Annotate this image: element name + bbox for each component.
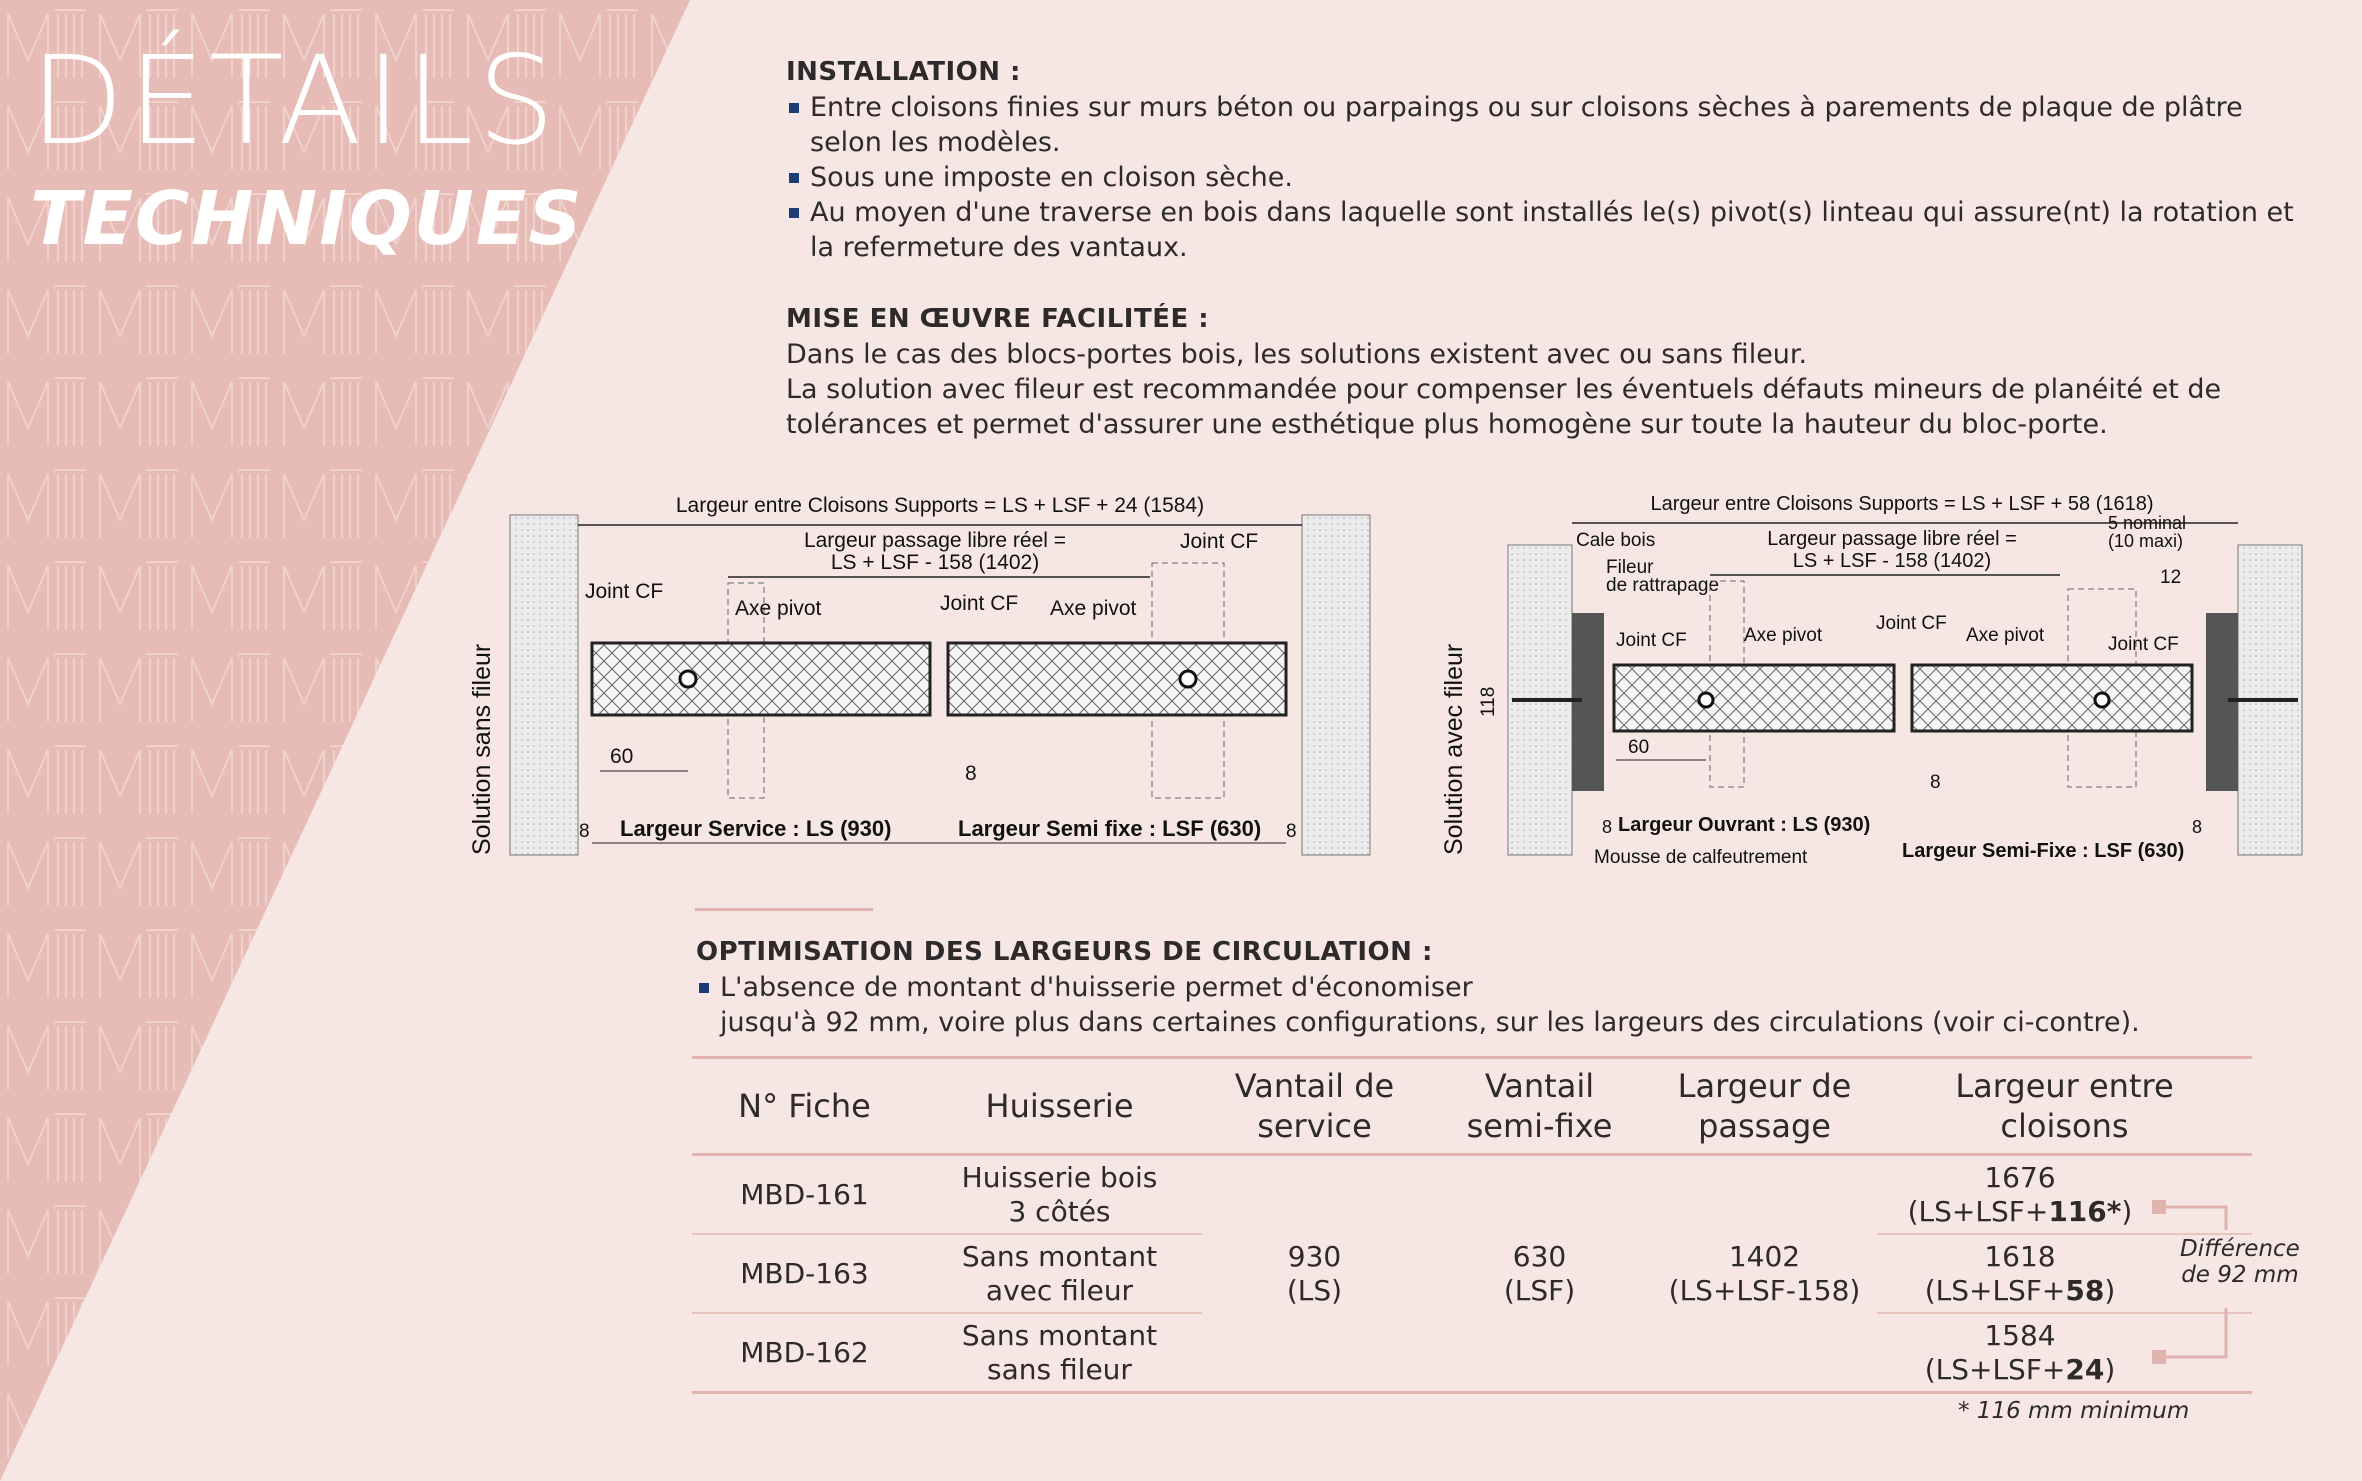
side-label: Solution sans fileur xyxy=(468,643,496,855)
page-title-line2: TECHNIQUES xyxy=(30,176,584,262)
axe-pivot-left: Axe pivot xyxy=(1744,625,1823,646)
cell-largeur-cloisons: 1584 (LS+LSF+24) xyxy=(1877,1313,2252,1393)
optimisation-line1: L'absence de montant d'huisserie permet d'économiser xyxy=(720,972,1473,1003)
table-header-row xyxy=(692,1058,2252,1155)
optimisation-line2: jusqu'à 92 mm, voire plus dans certaines configurations, sur les largeurs des circulations (voir ci-contre). xyxy=(720,1007,2140,1038)
passage-label-1: Largeur passage libre réel = xyxy=(803,529,1067,552)
list-item: Sous une imposte en cloison sèche. xyxy=(786,160,2296,195)
mousse-label: Mousse de calfeutrement xyxy=(1594,847,1808,868)
header-huisserie: Huisserie xyxy=(917,1058,1202,1155)
largeur-semi-fixe-label: Largeur Semi-Fixe : LSF (630) xyxy=(1902,840,2185,862)
mise-en-oeuvre-line: La solution avec fileur est recommandée pour compenser les éventuels défauts mineurs de planéité et de tolérances et permet d'assurer une esthétique plus homogène sur toute la hauteur du bloc-porte. xyxy=(786,374,2222,440)
installation-section xyxy=(786,55,2296,265)
mise-en-oeuvre-line: Dans le cas des blocs-portes bois, les solutions existent avec ou sans fileur. xyxy=(786,339,1808,370)
cell-huisserie: Sans montant sans fileur xyxy=(917,1313,1202,1393)
dim-12: 12 xyxy=(2160,567,2182,588)
cell-vantail-semi: 630 (LSF) xyxy=(1427,1155,1652,1393)
cell-largeur-cloisons: 1618 (LS+LSF+58) xyxy=(1877,1234,2252,1313)
installation-heading: INSTALLATION : xyxy=(786,57,1021,87)
joint-cf-left: Joint CF xyxy=(585,580,664,603)
optimisation-table xyxy=(692,1056,2252,1394)
list-item xyxy=(696,970,2256,1040)
cell-fiche: MBD-161 xyxy=(692,1155,917,1235)
side-label: Solution avec fileur xyxy=(1440,643,1468,855)
optimisation-heading: OPTIMISATION DES LARGEURS DE CIRCULATION : xyxy=(696,937,1433,967)
largeur-semi-fixe-label: Largeur Semi fixe : LSF (630) xyxy=(958,816,1262,841)
dim-60: 60 xyxy=(610,745,634,768)
joint-cf-mid: Joint CF xyxy=(940,592,1019,615)
mise-en-oeuvre-heading: MISE EN ŒUVRE FACILITÉE : xyxy=(786,304,1210,334)
axe-pivot-right: Axe pivot xyxy=(1966,625,2045,646)
section-divider xyxy=(695,908,873,911)
dim-8-mid: 8 xyxy=(1930,772,1941,793)
joint-cf-right: Joint CF xyxy=(1180,530,1259,553)
header-fiche: N° Fiche xyxy=(692,1058,917,1155)
nominal-2: (10 maxi) xyxy=(2108,531,2184,551)
table-row xyxy=(692,1155,2252,1235)
cell-huisserie: Sans montant avec fileur xyxy=(917,1234,1202,1313)
wall-left xyxy=(510,515,578,855)
diagram-avec-fileur xyxy=(1432,485,2312,870)
wall-right xyxy=(1302,515,1370,855)
axe-pivot-left: Axe pivot xyxy=(735,597,822,620)
passage-label-1: Largeur passage libre réel = xyxy=(1767,528,2017,550)
dim-60: 60 xyxy=(1628,737,1650,758)
optimisation-section xyxy=(696,935,2256,1040)
difference-note: Différence de 92 mm xyxy=(2180,1236,2300,1288)
dim-8-mid: 8 xyxy=(965,762,977,785)
dim-8-left: 8 xyxy=(579,821,590,842)
optimisation-list xyxy=(696,970,2256,1040)
cell-vantail-service: 930 (LS) xyxy=(1202,1155,1427,1393)
diagram-sans-fileur xyxy=(460,485,1380,870)
list-item: Au moyen d'une traverse en bois dans laquelle sont installés le(s) pivot(s) linteau qui assure(nt) la rotation et la refermeture des vantaux. xyxy=(786,195,2296,265)
cell-huisserie: Huisserie bois 3 côtés xyxy=(917,1155,1202,1235)
joint-cf-mid: Joint CF xyxy=(1876,613,1947,634)
header-largeur-passage: Largeur de passage xyxy=(1652,1058,1877,1155)
dim-8-right: 8 xyxy=(2192,817,2203,837)
joint-cf-left: Joint CF xyxy=(1616,630,1687,651)
cell-largeur-cloisons: 1676 (LS+LSF+116*) xyxy=(1877,1155,2252,1235)
header-largeur-cloisons: Largeur entre cloisons xyxy=(1877,1058,2252,1155)
door-leaf-ouvrant xyxy=(1614,665,1894,731)
passage-label-2: LS + LSF - 158 (1402) xyxy=(1792,550,1992,572)
dim-118: 118 xyxy=(1478,686,1499,717)
page-title-line1: DÉTAILS xyxy=(30,30,559,172)
dim-8-right: 8 xyxy=(1286,821,1297,842)
installation-list xyxy=(786,90,2296,265)
header-vantail-service: Vantail de service xyxy=(1202,1058,1427,1155)
door-leaf-semi-fixe xyxy=(1912,665,2192,731)
footnote: * 116 mm minimum xyxy=(1958,1398,2190,1424)
cell-passage: 1402 (LS+LSF-158) xyxy=(1652,1155,1877,1393)
cale-bois: Cale bois xyxy=(1576,530,1656,551)
door-leaf-service xyxy=(592,643,930,715)
list-item: Entre cloisons finies sur murs béton ou parpaings ou sur cloisons sèches à parements de plaque de plâtre selon les modèles. xyxy=(786,90,2296,160)
passage-label-2: LS + LSF - 158 (1402) xyxy=(830,551,1040,574)
axe-pivot-right: Axe pivot xyxy=(1050,597,1137,620)
mise-en-oeuvre-section xyxy=(786,302,2286,442)
cell-fiche: MBD-163 xyxy=(692,1234,917,1313)
top-dimension: Largeur entre Cloisons Supports = LS + LSF + 58 (1618) xyxy=(1650,493,2154,515)
largeur-service-label: Largeur Service : LS (930) xyxy=(620,816,892,841)
door-leaf-semi-fixe xyxy=(948,643,1286,715)
top-dimension: Largeur entre Cloisons Supports = LS + LSF + 24 (1584) xyxy=(675,494,1205,517)
fileur-label-1: Fileur xyxy=(1606,557,1654,578)
fileur-label-2: de rattrapage xyxy=(1606,575,1720,596)
header-vantail-semi-fixe: Vantail semi-fixe xyxy=(1427,1058,1652,1155)
joint-cf-right: Joint CF xyxy=(2108,634,2179,655)
cell-fiche: MBD-162 xyxy=(692,1313,917,1393)
nominal-1: 5 nominal xyxy=(2108,513,2187,533)
dim-8-left: 8 xyxy=(1602,817,1613,837)
largeur-ouvrant-label: Largeur Ouvrant : LS (930) xyxy=(1618,814,1871,836)
